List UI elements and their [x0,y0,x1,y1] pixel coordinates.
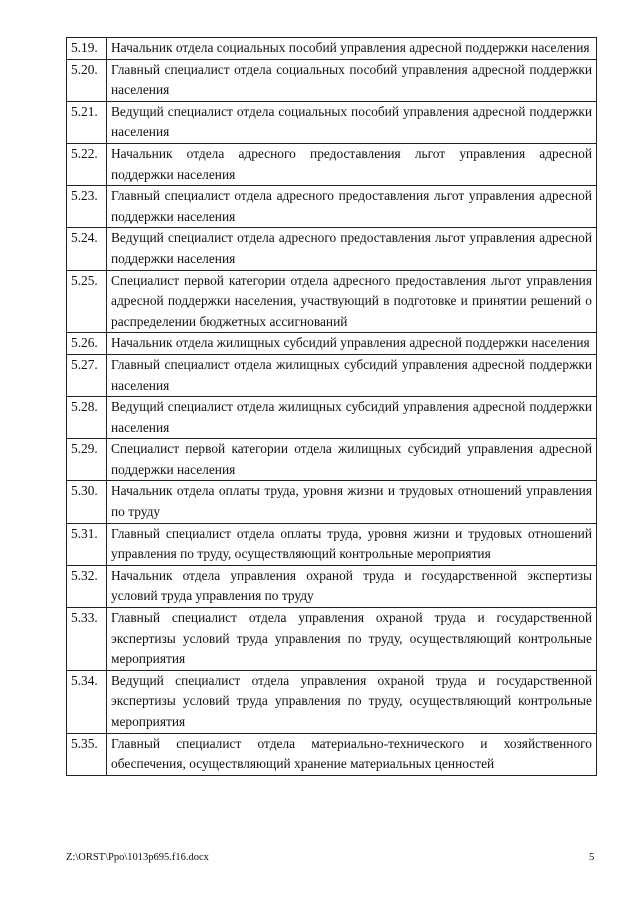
row-number: 5.25. [67,270,107,333]
row-number: 5.21. [67,101,107,143]
position-title: Ведущий специалист отдела социальных пособий управления адресной поддержки населения [107,101,597,143]
table-row [67,608,597,671]
position-title: Специалист первой категории отдела жилищных субсидий управления адресной поддержки населения [107,439,597,481]
table-row [67,565,597,607]
position-title: Ведущий специалист отдела адресного предоставления льгот управления адресной поддержки населения [107,228,597,270]
row-number: 5.20. [67,59,107,101]
position-title: Главный специалист отдела жилищных субсидий управления адресной поддержки населения [107,354,597,396]
table-row [67,333,597,355]
positions-table [66,37,597,776]
position-title: Главный специалист отдела материально-технического и хозяйственного обеспечения, осуществляющий хранение материальных ценностей [107,733,597,775]
row-number: 5.32. [67,565,107,607]
row-number: 5.34. [67,670,107,733]
table-row [67,186,597,228]
row-number: 5.28. [67,397,107,439]
position-title: Главный специалист отдела оплаты труда, уровня жизни и трудовых отношений управления по труду, осуществляющий контрольные мероприятия [107,523,597,565]
table-row [67,143,597,185]
row-number: 5.30. [67,481,107,523]
position-title: Начальник отдела адресного предоставления льгот управления адресной поддержки населения [107,143,597,185]
footer-file-path: Z:\ORST\Ppo\1013p695.f16.docx [66,852,209,863]
position-title: Начальник отдела социальных пособий управления адресной поддержки населения [107,38,597,60]
position-title: Ведущий специалист отдела управления охраной труда и государственной экспертизы условий труда управления по труду, осуществляющий контрольные мероприятия [107,670,597,733]
row-number: 5.22. [67,143,107,185]
row-number: 5.19. [67,38,107,60]
row-number: 5.29. [67,439,107,481]
position-title: Специалист первой категории отдела адресного предоставления льгот управления адресной поддержки населения, участвующий в подготовке и принятии решений о распределении бюджетных ассигнований [107,270,597,333]
position-title: Главный специалист отдела управления охраной труда и государственной экспертизы условий труда управления по труду, осуществляющий контрольные мероприятия [107,608,597,671]
table-row [67,270,597,333]
row-number: 5.27. [67,354,107,396]
row-number: 5.24. [67,228,107,270]
table-row [67,38,597,60]
table-row [67,523,597,565]
row-number: 5.31. [67,523,107,565]
table-row [67,439,597,481]
table-row [67,397,597,439]
table-row [67,101,597,143]
position-title: Главный специалист отдела адресного предоставления льгот управления адресной поддержки населения [107,186,597,228]
position-title: Главный специалист отдела социальных пособий управления адресной поддержки населения [107,59,597,101]
position-title: Ведущий специалист отдела жилищных субсидий управления адресной поддержки населения [107,397,597,439]
table-row [67,670,597,733]
table-row [67,228,597,270]
table-row [67,354,597,396]
table-row [67,733,597,775]
positions-table-body [67,38,597,776]
position-title: Начальник отдела жилищных субсидий управления адресной поддержки населения [107,333,597,355]
row-number: 5.35. [67,733,107,775]
row-number: 5.26. [67,333,107,355]
position-title: Начальник отдела управления охраной труда и государственной экспертизы условий труда управления по труду [107,565,597,607]
position-title: Начальник отдела оплаты труда, уровня жизни и трудовых отношений управления по труду [107,481,597,523]
row-number: 5.33. [67,608,107,671]
row-number: 5.23. [67,186,107,228]
footer-page-number: 5 [589,852,595,863]
table-row [67,481,597,523]
table-row [67,59,597,101]
